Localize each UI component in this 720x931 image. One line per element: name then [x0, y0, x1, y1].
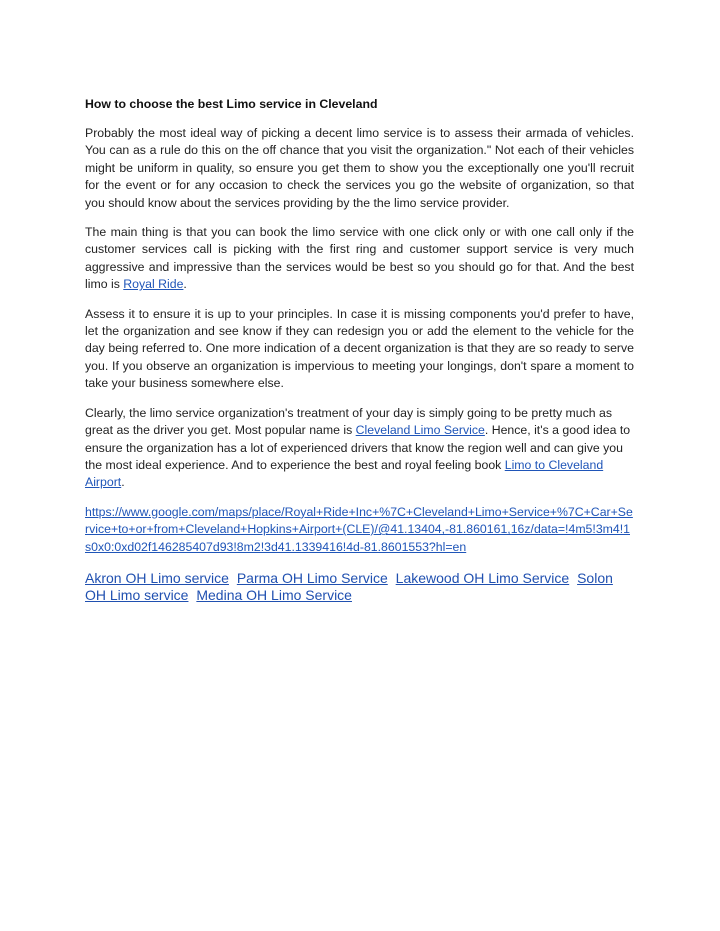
medina-limo-link[interactable]: Medina OH Limo Service [196, 586, 352, 603]
google-maps-link[interactable]: https://www.google.com/maps/place/Royal+Ride+Inc+%7C+Cleveland+Limo+Service+%7C+Car+Service+to+or+from+Cleveland+Hopkins+Airport+(CLE)/@41.13404,-81.860161,16z/data=!4m5!3m4!1s0x0:0xd02f146285407d93!8m2!3d41.1339416!4d-81.8601553?hl=en [85, 504, 633, 554]
paragraph-2-text: The main thing is that you can book the limo service with one click only or with one call only if the customer services call is picking with the first ring and customer support service is very much aggressive and impressive than the services would be best so you should go for that. And the best limo is [85, 225, 634, 292]
lakewood-limo-link[interactable]: Lakewood OH Limo Service [395, 569, 570, 586]
paragraph-4-end: . [121, 475, 125, 490]
solon-limo-link[interactable]: Solon OH Limo service [85, 569, 613, 603]
paragraph-2-end: . [183, 277, 187, 292]
royal-ride-link[interactable]: Royal Ride [123, 277, 184, 292]
map-url-paragraph [85, 504, 634, 556]
paragraph-4-text-1: Clearly, the limo service organization's treatment of your day is simply going to be pretty much as great as the driver you get. Most popular name is [85, 405, 613, 438]
document-title: How to choose the best Limo service in Cleveland [85, 97, 378, 111]
paragraph-4-text-2: . Hence, it's a good idea to ensure the organization has a lot of experienced drivers that know the region well and can give you the most ideal experience. And to experience the best and royal feeling book [85, 423, 631, 472]
paragraph-2 [85, 224, 634, 294]
limo-to-cleveland-airport-link[interactable]: Limo to Cleveland Airport [85, 457, 604, 490]
akron-limo-link[interactable]: Akron OH Limo service [85, 569, 229, 586]
paragraph-3: Assess it to ensure it is up to your principles. In case it is missing components you'd prefer to have, let the organization and see know if they can redesign you or add the element to the vehicle for the day being referred to. One more indication of a decent organization is that they are so ready to serve you. If you observe an organization is impervious to meeting your longings, don't spare a moment to take your business somewhere else. [85, 306, 634, 391]
service-links [85, 570, 634, 604]
parma-limo-link[interactable]: Parma OH Limo Service [236, 569, 388, 586]
document-content [85, 96, 634, 604]
paragraph-4 [85, 405, 634, 492]
paragraph-1: Probably the most ideal way of picking a decent limo service is to assess their armada of vehicles. You can as a rule do this on the off chance that you visit the organization." Not each of their vehicles might be uniform in quality, so ensure you get them to show you the exceptionally one you'll recruit for the event or for any occasion to check the services you go the website of organization, so that you should know about the services providing by the the limo service provider. [85, 126, 634, 210]
cleveland-limo-service-link[interactable]: Cleveland Limo Service [355, 423, 485, 438]
